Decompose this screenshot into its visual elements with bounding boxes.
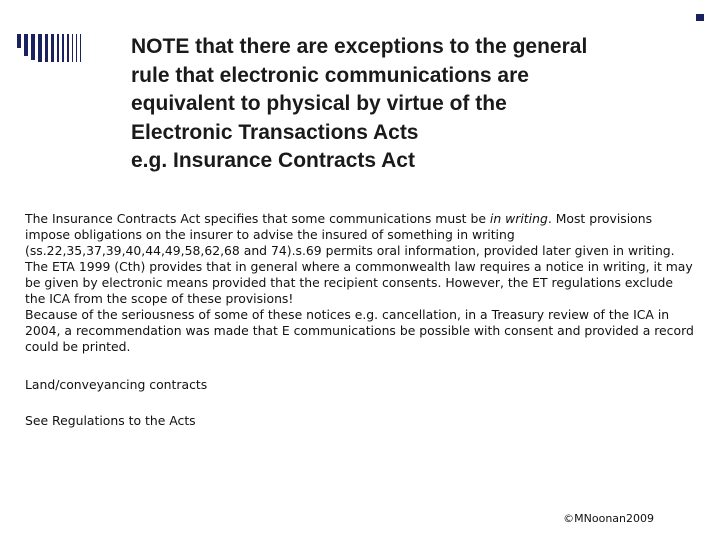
paragraph-regulations: See Regulations to the Acts [25,413,196,428]
title-line: Electronic Transactions Acts [131,120,419,144]
slide-body [25,211,695,429]
title-line: NOTE that there are exceptions to the general [131,35,588,58]
slide-title [131,33,691,176]
title-line: equivalent to physical by virtue of the [131,92,507,115]
italic-emphasis: in writing [489,211,548,226]
decorative-bar-pattern [17,34,84,62]
paragraph-eta: The ETA 1999 (Cth) provides that in general where a commonwealth law requires a notice in writing, it may be given by electronic means provided that the recipient consents. However, the ET regulations exclude the ICA from the scope of these provisions! [25,259,693,306]
title-line: rule that electronic communications are [131,63,529,87]
paragraph-land-contracts: Land/conveyancing contracts [25,377,208,392]
decorative-corner-square [696,14,704,21]
title-line: e.g. Insurance Contracts Act [131,149,415,172]
copyright-footer: ©MNoonan2009 [563,512,654,525]
paragraph-treasury-review: Because of the seriousness of some of these notices e.g. cancellation, in a Treasury review of the ICA in 2004, a recommendation was made that E communications be possible with consent and provided a record could be printed. [25,307,694,354]
paragraph-insurance-contracts: The Insurance Contracts Act specifies that some communications must be in writing. Most provisions impose obligations on the insurer to advise the insured of something in writing (ss.22,35,37,39,40,44,49,58,62,68 and 74).s.69 permits oral information, provided later given in writing. [25,211,675,258]
